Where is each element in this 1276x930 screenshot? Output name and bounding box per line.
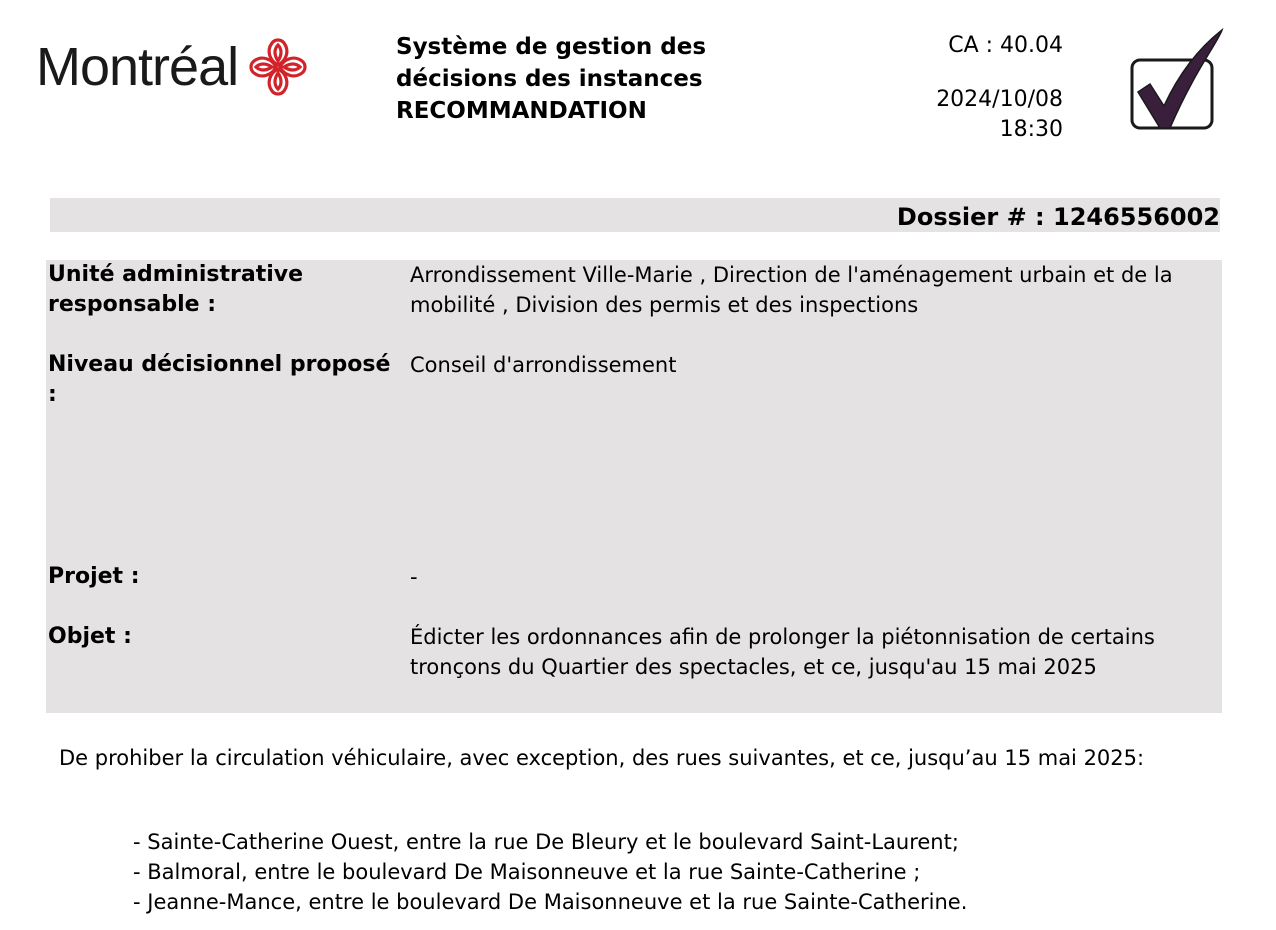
checkbox-checked-icon xyxy=(1128,28,1224,134)
document-meta xyxy=(936,31,1063,145)
list-item: - Balmoral, entre le boulevard De Maisonneuve et la rue Sainte-Catherine ; xyxy=(133,860,921,884)
dossier-bar xyxy=(50,198,1220,232)
list-item: - Sainte-Catherine Ouest, entre la rue De Bleury et le boulevard Saint-Laurent; xyxy=(133,830,959,854)
objet-value: Édicter les ordonnances afin de prolonger la piétonnisation de certains tronçons du Quartier des spectacles, et ce, jusqu'au 15 mai 2025 xyxy=(410,625,1155,679)
document-time: 18:30 xyxy=(999,117,1063,142)
unite-value: Arrondissement Ville-Marie , Direction de l'aménagement urbain et de la mobilité , Division des permis et des inspections xyxy=(410,263,1173,317)
system-title xyxy=(396,31,706,127)
niveau-label: Niveau décisionnel proposé : xyxy=(48,352,391,407)
objet-label: Objet : xyxy=(48,624,132,649)
document-date: 2024/10/08 xyxy=(936,87,1063,112)
recommendation-info-table xyxy=(46,260,1222,713)
niveau-value: Conseil d'arrondissement xyxy=(410,353,677,377)
system-title-line1: Système de gestion des xyxy=(396,34,707,60)
intro-paragraph: De prohiber la circulation véhiculaire, avec exception, des rues suivantes, et ce, jusqu’au 15 mai 2025: xyxy=(59,746,1145,770)
document-type: RECOMMANDATION xyxy=(396,98,647,124)
unite-label: Unité administrative responsable : xyxy=(48,262,304,317)
logo-wordmark: Montréal xyxy=(36,37,239,97)
montreal-logo xyxy=(36,30,314,104)
street-list xyxy=(133,827,967,917)
system-title-line2: décisions des instances xyxy=(396,66,703,92)
projet-value: - xyxy=(410,565,418,589)
ca-code: CA : 40.04 xyxy=(948,33,1063,58)
list-item: - Jeanne-Mance, entre le boulevard De Maisonneuve et la rue Sainte-Catherine. xyxy=(133,890,968,914)
montreal-rosette-icon xyxy=(242,31,314,103)
projet-label: Projet : xyxy=(48,564,140,589)
dossier-number: Dossier # : 1246556002 xyxy=(896,203,1220,231)
